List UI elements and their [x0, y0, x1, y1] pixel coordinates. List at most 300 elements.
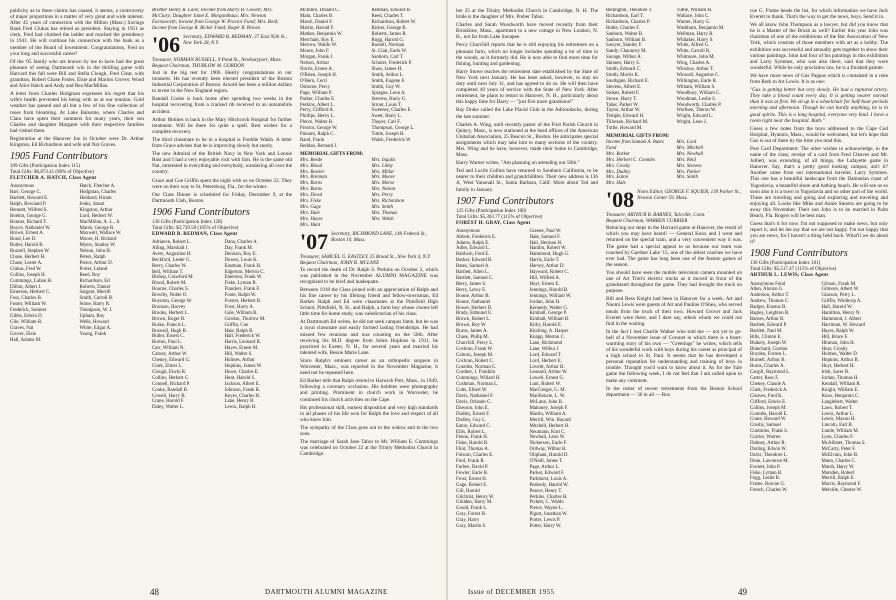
contributor-name: Connell, Richard P.: [152, 381, 191, 387]
contributor-name: Redman, Edward B.: [371, 8, 412, 13]
contributor-name: Boone, Nathaniel: [456, 299, 491, 305]
contributor-name: Stowe, Harry T.: [606, 96, 638, 102]
class-year: '07: [300, 228, 329, 254]
contributor-name: Dean, Lawrence M.: [750, 458, 789, 464]
contributor-name: Woodbury, William C.: [676, 90, 721, 96]
contributor-name: Anonymous: [10, 184, 34, 190]
memorial-name: Mrs. Hale: [300, 210, 320, 216]
memorial-name: Mrs. Smith: [371, 205, 393, 210]
contributor-name: Gale, William R.: [224, 310, 258, 316]
contributor-name: Cordner, J. Franklin: [456, 370, 496, 376]
tribute-list: Brother Henry R. Lane; Income from Harry B. Cowell; Mrs. McClary; Daughter Janet E. Morganthaus; Mrs. Newton Farnsworth; Income from George W. Proctor Fund; Mrs. Reid; Income from George R. Ricker Fund; Roger R. Brown: [152, 8, 279, 31]
contributor-name: Carr, William N.: [152, 346, 185, 352]
contributor-name: Hatch, Fletcher A.: [79, 184, 116, 190]
contributor-name: Smith, Morris K.: [606, 72, 640, 78]
memorial-name: Mrs. Gage: [300, 205, 321, 210]
contributor-name: O'Neill, James T.: [529, 459, 564, 465]
contributor-name: Hall, Herman H.: [529, 240, 563, 246]
contributor-name: Smith, Guy W.: [371, 84, 401, 90]
memorial-name: Mrs. Hale: [606, 181, 626, 187]
contributor-name: Adriance, Robert L.: [152, 239, 192, 245]
contributor-name: Thayer, Carl F.: [371, 120, 401, 126]
contributor-name: Jennings, William W.: [529, 293, 572, 299]
contributor-name: Bishop, Crawford M.: [152, 275, 194, 281]
contributor-name: Russell, Norman: [371, 43, 405, 49]
contributor-name: Wright, Edward L.: [676, 114, 714, 120]
paragraph: To record the death of Dr. Ralph S. Perkins on October 2, which was published in the November ALUMNI MAGAZINE was recognized to be brief and inadequate.: [300, 266, 438, 285]
contributor-name: Clark, Elmer L.: [152, 364, 183, 369]
contributor-name: Edgerton, Melvin C.: [224, 269, 265, 275]
contributor-name: Cushman, Norman L.: [456, 382, 499, 388]
fund-stats: 109 Gifts (Participation Index 115): [10, 164, 81, 170]
contributor-name: Burns, Charles A.: [750, 364, 785, 370]
contributor-name: Coburn, Joseph M.: [456, 352, 494, 358]
paragraph: At Dartmouth Ed writes, he did not seek campus fame, but he was a loyal classmate and easily formed lasting friendships. He had missed few reunions and was counting on the 50th. After receiving his M.D. degree from Johns Hopkins in 1911, he practiced in Exeter, N. H., for several years and married his talented wife, Bessie Marie Lane.: [300, 319, 438, 356]
class-secretary: Secretary, RICHMOND LANE, 140 Federal St., Boston 10, Mass.: [331, 231, 427, 243]
contributor-name: Peters, Ralph: [79, 255, 106, 261]
contributor-name: Blakely, Joseph W.: [750, 340, 788, 346]
contributor-name: Glidden, Harry M.: [456, 500, 493, 506]
contributor-name: Richardson, Robert W.: [371, 19, 417, 25]
contributor-name: Hall, Frederick W.: [224, 334, 261, 340]
class-treasurer: Treasurer, SAMUEL G. EASTLEY, 25 Broad St., New York 4, N.Y.: [300, 254, 431, 260]
paragraph: Post Card Department: The other wishes to acknowledge, in the name of the class, receipt of a card from Fred Cleaves and Mr. Jolliett, was extending, of all things, the Lafayette game in Hanover. Say, that's a pretty good looking campus, ain't it? Another came from our international traveler, Larry Symmes. This one has a beautiful landscape from the Dalmatian coast of Yugoslavia, a beautiful shore and bathing beach. He will see us so soon also it is a town in Yugoslavia and no other part of the world. These are traveling and going and exploring and traveling and enjoying all. Looks like Mike and Annie Stearns are going to be away this November. Their son John is to be married in Palm Beach, Fla. Rogers will be best man.: [750, 145, 888, 219]
contributor-name: Porter, Lewis P.: [529, 518, 561, 524]
contributor-name: Thompson, George L.: [371, 126, 415, 132]
contributor-name: Bartlett, Howard E.: [10, 195, 49, 201]
contributor-name: Cleaves, Fred K.: [750, 393, 783, 399]
contributor-name: Martin, William A.: [529, 411, 567, 417]
contributor-name: Hall, Harold W.: [821, 305, 853, 311]
bequest-chairman: Bequest Chairman, JOHN R. MCLANE: [300, 260, 380, 266]
contributor-name: Marsden, Robert: [821, 470, 855, 476]
contributor-name: Bartlett, Paul M.: [750, 328, 783, 334]
contributor-name: Bonner, Richard T.: [10, 219, 48, 225]
contributor-name: Crosby, Samuel: [750, 423, 781, 429]
contributor-name: Keyes, Charles H.: [224, 393, 261, 399]
contributor-name: Hill, Bruce F.: [821, 334, 849, 340]
contributor-name: Gibson, Frank M.: [821, 281, 857, 287]
contributor-name: Stevens, Albert E.: [606, 84, 642, 90]
contributor-name: Page, Arthur L.: [529, 464, 560, 470]
contributor-name: Greene, Paul W.: [529, 228, 562, 234]
contributor-name: Fiske, Lyman B.: [224, 281, 257, 287]
page-number: 48: [150, 587, 159, 597]
contributor-name: Badger, Erastus B.: [750, 305, 787, 311]
contributor-name: Cutts, Elbert W.: [456, 388, 488, 394]
contributor-name: Morris, Raymond F.: [821, 482, 862, 488]
contributor-name: Harriman, W. Howard: [821, 322, 865, 328]
contributor-name: Bennett, Wilfred S.: [10, 207, 48, 213]
memorial-name: Mrs. Moore: [371, 175, 395, 181]
contributor-name: Merrill, Ralph E.: [821, 476, 855, 482]
contributor-name: Worthen, Theron W.: [676, 108, 717, 114]
contributor-name: Crane, Howard W.: [750, 417, 787, 423]
paragraph: A letter from Charles Hodgman expresses his regret that his wife's health prevented his being with us at our reunion. Gold weather has passed and all but a few of his fine collection of roses from blooming. At Lake Balsome, where Charles and Clara have spent their summers for many years, their son Charles and daughter Margaret with their respective families had visited them.: [10, 91, 144, 134]
class-treasurer: Treasurer, ARTHUR B. BARNES, Talcville, Conn.: [606, 213, 706, 219]
contributor-name: Fowler, Earle B.: [456, 470, 489, 476]
contributor-list: [300, 8, 438, 150]
contributor-name: Hamilton, Henry N.: [821, 311, 861, 317]
contributor-name: Bartlett, Edward P.: [750, 322, 787, 328]
contributor-name: Clifford, Edwin E.: [750, 399, 787, 405]
contributor-name: Jackson, Albert E.: [224, 381, 261, 387]
contributor-name: Frost, Ernest H.: [456, 476, 487, 482]
contributor-name: Wallace, John C.: [676, 13, 710, 19]
contributor-name: Currier, Warren: [750, 435, 781, 441]
contributor-name: Forster, Herbert B.: [224, 299, 262, 305]
contributor-name: Washburn, Benjamin M.: [676, 25, 725, 31]
contributor-name: Howe, Charles E.: [224, 369, 259, 375]
contributor-name: Fiske, Harold B.: [456, 441, 489, 447]
contributor-name: Baldwin, Fred E.: [456, 252, 490, 258]
contributor-name: Moore, John F.: [300, 49, 330, 55]
memorial-list: [300, 158, 438, 229]
memorial-name: Mrs. Perry: [371, 193, 393, 199]
contributor-name: Tuttle, Joseph H.: [371, 132, 405, 138]
contributor-name: Robie, Charles F.: [606, 25, 640, 31]
contributor-name: Brooks, Herbert L.: [152, 310, 189, 316]
memorial-name: Mrs. Burns: [300, 187, 323, 193]
paragraph: Guess that's it for now. I'm not supposed to make news, but only report it, and let me say that we are not happy. I'm not happy that you are news, for I haven't a thing held back. What'll we do about it?: [750, 221, 888, 246]
contributor-name: Griffin, Coe: [224, 322, 249, 328]
contributor-name: Jordan, Thomas H.: [821, 376, 859, 382]
contributor-name: Martin, Harold F.: [300, 25, 335, 31]
contributor-name: Leonard, Arthur W.: [529, 370, 568, 376]
contributor-name: Young, Frank: [79, 331, 107, 337]
contributor-list: [606, 8, 742, 132]
contributor-name: Eaton, Edward C.: [456, 423, 491, 429]
contributor-name: Nelson, John H.: [79, 249, 112, 255]
memorial-name: Mrs. Morse: [371, 181, 395, 187]
contributor-name: Perry, Clifford A.: [300, 108, 335, 114]
contributor-name: Eastman, Frank H.: [224, 263, 262, 269]
contributor-name: Loveitt, Arthur H.: [529, 364, 565, 370]
contributor-name: Davis, Orlando C.: [456, 400, 492, 405]
paragraph: publicity as to these claims has caused, it seems, a controversy of major proportions in a matter of very great and wide interest. After 45 years of connection with the Milton (Mass.) Savings Bank Fred Clukas has retired as president. Staying in 1951 as clerk, Fred had climbed the ladder and reached the presidency in 1941. He will continue his connection with the bank as a member of the Board of Investment. Congratulations, Fred on your long and successful career!: [10, 8, 144, 57]
contributor-name: Boynton, George W.: [152, 299, 193, 305]
contributor-name: Cochran, Frank W.: [456, 346, 493, 352]
contributor-name: Wright, Leon J.: [676, 120, 707, 126]
contributor-name: Hale, Ralph B.: [224, 328, 254, 334]
contributor-name: Anonymous Fund: [750, 281, 786, 287]
contributor-name: Folsom, Charles E.: [456, 453, 494, 459]
paragraph: In the fact I met Charlie Walker who told me — not yet to go-hell of a November issue of Coronet in which there is a heart-warming story of his own — "Greetings" he writes, which tells of his wonderful work with boys during his career as principal of a high school in St. Paul. It seems that he has developed a personal reputation for understanding and training of boys in trouble. Thought you'd want to know about it. As for the Yale game the following week, I do not feel that I am called upon to make any comment.: [606, 328, 742, 384]
contributor-name: Lane, Richmond: [529, 340, 563, 346]
contributor-name: Tuttle, Howard M.: [606, 126, 643, 132]
contributor-name: Whitaker, Harry S.: [676, 37, 714, 43]
contributor-name: Forbes, David P.: [456, 464, 489, 470]
contributor-name: Lewis, Arthur L.: [821, 411, 855, 417]
contributor-name: Merrow, Waldo W.: [300, 43, 337, 49]
contributor-name: Phillips, Henry L.: [300, 114, 336, 120]
memorial-name: Mrs. Barker: [606, 151, 630, 157]
contributor-name: O'Brien, Joseph H.: [300, 72, 338, 78]
contributor-name: Sawyer, Stanley F.: [606, 43, 643, 49]
paragraph: Guess a few notes from the boys addressed to the Cape Cod Hospital, Hyannis, Mass., would be welcomed, but let's hope that Gus is out of there by the time you read this.: [750, 125, 888, 144]
memorial-name: Mrs. Lord: [676, 140, 697, 146]
fund-stats: 136 Gifts (Participation Index 128): [152, 219, 223, 225]
contributor-name: Pickett, C. Waldo: [529, 500, 564, 506]
contributor-name: Cummins, Frank S.: [750, 429, 789, 435]
memorial-name: Mrs. Smith: [676, 175, 698, 181]
contributor-name: Clukas, Fred W.: [10, 266, 42, 272]
contributor-name: Myers, Stanley W.: [79, 243, 116, 249]
contributor-name: Lewis, Ralph H.: [224, 405, 257, 411]
contributor-name: Boyce, Nathaniel W.: [10, 225, 51, 231]
contributor-name: Collins, Herbert C.: [152, 375, 190, 381]
contributor-name: Swett, Harry L.: [371, 114, 402, 120]
memorial-name: Mrs. Ingalls: [371, 157, 396, 163]
contributor-name: Gordon, Thurlow M.: [224, 316, 266, 322]
left-col-3: [300, 8, 438, 580]
contributor-name: McLane, John R.: [529, 400, 564, 405]
contributor-name: Brown, Robert L.: [456, 317, 491, 323]
contributor-name: Kendall, William R.: [821, 381, 861, 387]
contributor-name: Mitchell, Herbert H.: [529, 423, 570, 429]
paragraph: We have more news of Gus Pappas which is contained in a note from Ruth to Art Lewis. It is as one:: [750, 72, 888, 86]
fund-stats: Total Gifts: $3,739.50 (105% of Objective): [152, 225, 239, 231]
memorial-name: Mrs. Nelson: [371, 187, 396, 193]
contributor-name: White, Edgar A.: [79, 325, 112, 331]
contributor-name: Fenno, Frank H.: [456, 435, 489, 441]
contributor-name: Sanborn, Carl T.: [371, 55, 404, 61]
contributor-name: Davis, Theodore L.: [750, 452, 788, 458]
contributor-name: Harris, Earle T.: [529, 258, 560, 264]
contributor-name: Blanchard, Gordon: [750, 346, 788, 352]
contributor-name: Cheney, Edward G.: [152, 358, 191, 364]
contributor-name: Newhall, Leon W.: [529, 435, 566, 441]
memorial-heading: MEMORIAL GIFTS FROM:: [606, 134, 670, 140]
contributor-name: Blood, Robert M.: [152, 281, 187, 287]
fund-stats: Total Gifts: $5,303.77 (115% of Objective): [456, 214, 543, 220]
class-header: [300, 228, 438, 254]
contributor-name: Cooke, Randall B.: [152, 387, 189, 393]
contributor-name: Bourne, Charles S.: [152, 287, 189, 293]
paragraph: Ted and Lucile Collins have returned to Southern California, to be nearer to their children and grandchildren. Their new address is 136 A, West Yanonali St., Santa Barbara, Calif. More about Ted and family in January.: [456, 168, 598, 193]
memorial-name: Mrs. Herbert C. Coombs: [606, 157, 655, 163]
quoted-letter: "Gus is getting better but very slowly. He had a ruptured artery. They take a blood count every day. It is getting nearer normal than it was at first. We sit up in a wheelchair for half-hour periods morning and afternoon. Though he can hardly anything, he is in good spirits. This is a long hospital, everyone very kind. I have a room right near the hospital. Ruth.": [750, 87, 888, 124]
contributor-name: Denison, Roy E.: [224, 251, 257, 257]
contributor-name: Lord, Edward T.: [529, 352, 562, 358]
fund-stats: 125 Gifts (Participation Index 100): [456, 208, 527, 214]
contributor-name: Lowell, Ernest G.: [529, 376, 565, 382]
right-col-3: [750, 8, 888, 580]
left-col-1: [10, 8, 144, 580]
contributor-name: French, Charles W.: [750, 488, 788, 494]
contributor-name: Page, William P.: [300, 90, 333, 96]
contributor-name: Ford, Frank R.: [456, 459, 485, 465]
contributor-name: Lunde, William M.: [821, 429, 859, 435]
contributor-name: Hall, Adams M.: [10, 337, 42, 343]
contributor-name: Fiske, Lyman B.: [750, 470, 783, 476]
contributor-name: Whitmore, John M.: [676, 55, 715, 61]
paragraph: Grace and Coe Griffin spent the night with us on October 22. They were on their way to St. Petersburg, Fla., for the winter.: [152, 177, 292, 190]
contributor-name: Withington, Earle R.: [676, 78, 718, 84]
contributor-name: Sanborn, William B.: [606, 37, 647, 43]
contributor-name: Berry, Charles W.: [152, 263, 187, 269]
contributor-name: Anderson, Arthur T.: [750, 293, 790, 299]
contributor-name: Jenks, Stuart: [79, 201, 105, 207]
class-year: '06: [152, 32, 181, 57]
contributor-name: Davis, Nathaniel F.: [456, 394, 494, 400]
contributor-name: Beckford, Lester G.: [152, 257, 191, 263]
contributor-name: Dillon, Albert J.: [10, 284, 42, 290]
left-col-2: [152, 8, 292, 580]
memorial-name: Mrs. Reid: [676, 157, 696, 163]
contributor-name: Ellis, Robert L.: [456, 429, 487, 435]
contributor-name: Lord, Herbert W.: [79, 213, 113, 219]
contributor-name: Anonymous: [456, 228, 480, 234]
contributor-name: Pearce, Henry T.: [529, 488, 563, 494]
contributor-name: Smith, Arthur L.: [371, 72, 404, 78]
contributor-name: Graves, Nat: [10, 325, 34, 331]
contributor-name: Knox, Benjamin C.: [821, 393, 860, 399]
contributor-name: Dudley, Ernest F.: [456, 411, 490, 417]
contributor-name: Sanborn, Walter B.: [606, 31, 644, 37]
contributor-name: Clough, Elwin R.: [152, 369, 187, 375]
contributor-name: Smith, Carroll B.: [79, 296, 114, 302]
contributor-name: Knapp, Merton C.: [529, 335, 566, 341]
contributor-name: Gould, Frank L.: [456, 506, 488, 512]
contributor-name: Barr, George C.: [10, 190, 41, 196]
contributor-name: Foote, Ralph W.: [224, 293, 257, 299]
memorial-name: Mrs. Walsh: [371, 216, 394, 222]
contributor-name: Balph, Rowland P.: [10, 201, 47, 207]
contributor-name: Warner, Harry G.: [676, 19, 711, 25]
contributor-name: Perkins, Charles H.: [529, 494, 568, 500]
contributor-name: Hoyt, Ernest E.: [529, 281, 560, 287]
contributor-name: White, Carroll R.: [676, 49, 711, 55]
contributor-name: Lane, Henry R.: [224, 399, 255, 405]
contributor-name: Bronson, Harvey: [152, 304, 186, 310]
memorial-name: Mrs. Newhall: [676, 151, 704, 157]
contributor-name: Hale, Samuel F.: [529, 234, 561, 240]
contributor-name: Mathes, Benjamin W.: [300, 31, 343, 37]
contributor-name: Bates, Samuel A.: [456, 264, 490, 270]
contributor-name: Alling, Marshall J.: [152, 245, 189, 251]
memorial-name: Mrs. Bowler: [300, 169, 325, 175]
contributor-name: Roberts, James R.: [371, 31, 407, 37]
contributor-name: Grover, Elsie: [10, 331, 36, 337]
contributor-name: McCarty, Peter F.: [821, 446, 856, 452]
memorial-name: Mrs. Libby: [371, 163, 393, 169]
paragraph: His professional skill, earnest disposition and very high standards in all phases of his life won for Ralph the love and respect of all who knew him.: [300, 404, 438, 423]
memorial-list: [606, 140, 742, 187]
magazine-footer: DARTMOUTH ALUMNI MAGAZINE: [265, 588, 388, 596]
class-header: [152, 32, 292, 57]
contributor-name: Everett, John P.: [750, 464, 781, 470]
paragraph: The third classmate to be in a hospital is Freddie Walsh. A letter from Grace advises that he is improving slowly but surely.: [152, 136, 292, 150]
contributor-name: Kimball, William B.: [529, 317, 570, 323]
contributor-name: Nelson, Arthur: [300, 61, 330, 67]
contributor-name: Hammond, J. Albert: [821, 317, 862, 322]
contributor-name: Chase, Lester A.: [10, 260, 43, 266]
contributor-name: Sargent, Merrill: [79, 290, 111, 296]
contributor-name: Potter, Harry W.: [529, 524, 562, 530]
paragraph: Between 1918 the Class joined with an appreciation of Ralph and his fine career by his lifelong friend and fellow-townsman, Ed Barker. Ralph and Ed were classmates at the Pittsfield High School, Pittsfield, N. H., and Ralph, a farm boy whose chores left little time for home study, was valedictorian of his class.: [300, 286, 438, 318]
contributor-name: Crane, Harold F.: [152, 399, 185, 405]
contributor-name: Norris, Ernest A.: [300, 67, 334, 73]
contributor-name: Richardson, Ed: [79, 278, 110, 284]
contributor-name: McIntire, Donald C.: [300, 8, 340, 13]
paragraph: Harry Warner writes, "Am planning on attending our 50th.": [456, 160, 580, 167]
paragraph: Since Ralph's eminent career as an orthopedic surgeon in Worcester, Mass., was reported in the November Magazine, it need not be repeated here.: [300, 357, 438, 377]
contributor-name: Collins, Joseph M.: [750, 405, 787, 411]
contributor-name: Merrill, Wm. Bayard: [529, 417, 571, 423]
contributor-name: Brady, Edmund G.: [456, 311, 493, 317]
contributor-name: Bagley, Leighton B.: [750, 311, 790, 317]
contributor-name: Berry, Leroy E.: [456, 287, 487, 293]
contributor-name: Kimball, George P.: [529, 311, 567, 317]
contributor-name: Barnes, Arthur B.: [750, 317, 785, 322]
contributor-name: Neumann, Kurt C.: [529, 429, 566, 435]
contributor-name: Hamlin, Robert W.: [529, 246, 567, 252]
contributor-name: Sprague, Leon A.: [371, 90, 406, 96]
contributor-name: Marsh, Harry W.: [821, 464, 855, 470]
memorial-name: Mrs. Beede: [300, 157, 323, 163]
paragraph: In the roster of recent retirements from the Boston School department — 36 in all — Ros: [606, 385, 742, 398]
contributor-name: Lane, Wilbur J.: [529, 346, 560, 352]
paragraph: ber 25 at the Trinity Methodist Church in Cambridge, N. H. The bride is the daughter of Mrs. Preber Tabor.: [456, 8, 598, 21]
contributor-name: Hayward, Robert C.: [529, 270, 569, 276]
contributor-name: Parkhurst, Louis A.: [529, 476, 568, 482]
contributor-name: Buswell, Hugh B.: [152, 328, 188, 334]
contributor-name: Adams, Ralph E.: [456, 240, 490, 246]
memorial-name: Mrs. Millar: [371, 169, 395, 175]
contributor-name: Cummings, Laban H.: [10, 278, 53, 284]
contributor-name: Cummings, Willard H.: [456, 376, 501, 382]
paragraph: Harry Stowe reaches the retirement date established by the State of New York next January. He has been asked, however, to stay on duty until next July 31, and has agreed to do so. He will then have completed 49 years of service with the State of New York. After retirement, he plans to return to Hanover, N. H., particularly about this happy time for Harry — "just five more grandsons!": [456, 68, 598, 106]
contributor-name: Merchant, Roy E.: [300, 37, 335, 43]
contributor-name: Dabney, Arthur R.: [750, 441, 786, 447]
contributor-name: Clark, Frederick A.: [750, 387, 788, 393]
contributor-name: Gibbs, Edwin D.: [10, 314, 43, 320]
contributor-name: Gage, Robert E.: [456, 482, 488, 488]
fund-stats: Total Gifts: $6,873.41 (98% of Objective): [10, 170, 94, 176]
contributor-name: Upham, Roy: [79, 314, 105, 320]
contributor-name: Walsh, Frederick W.: [371, 137, 412, 143]
contributor-name: Buzzell, Stephen W.: [10, 249, 50, 255]
contributor-name: Woodman, Leslie S.: [676, 96, 717, 102]
contributor-name: Cargill, Raymond L.: [750, 370, 791, 376]
contributor-name: Glasson, Perry L.: [821, 293, 856, 299]
contributor-name: Holmes, Walter D.: [821, 352, 858, 358]
contributor-name: Reed, Charles T.: [371, 13, 404, 19]
contributor-name: Harris, Leonard R.: [224, 340, 262, 346]
contributor-name: Fogg, Leslie R.: [750, 476, 781, 482]
contributor-name: Brown, Roy W.: [456, 323, 487, 329]
contributor-name: Gray, Forest H.: [456, 512, 487, 518]
contributor-name: Nickerson, Earle F.: [529, 441, 568, 447]
contributor-name: Melville, Chester W.: [821, 488, 862, 494]
contributor-name: Woodworth, Charles P.: [676, 102, 722, 108]
contributor-name: Witham, William S.: [676, 84, 716, 90]
contributor-name: Strout, Louis T.: [371, 102, 403, 108]
contributor-name: Lunt, Robert W.: [529, 382, 562, 388]
memorial-name: Mrs. Mitchell: [676, 145, 704, 151]
fund-heading: 1908 Fund Contributors: [750, 248, 848, 260]
contributor-name: Knight, William E.: [821, 387, 859, 393]
paragraph: You should have seen the mobile television camera mounted on one of Art Trott's electric trucks as it moved in front of the grandstand throughout the game. They had brought the truck on purpose.: [606, 269, 742, 295]
contributor-name: White, Alfred G.: [676, 43, 710, 49]
contributor-name: Laws, Robert T.: [821, 405, 853, 411]
contributor-name: Jordan, John H.: [529, 299, 561, 305]
contributor-name: Frost, Harry A.: [224, 304, 255, 310]
contributor-name: Flanders, Frank F.: [224, 287, 260, 293]
paragraph: Ray Drake called the Lake Placid Club in the Adirondacks, during the late summer.: [456, 107, 598, 120]
contributor-name: Pigott, Jonathan W.: [529, 512, 568, 518]
